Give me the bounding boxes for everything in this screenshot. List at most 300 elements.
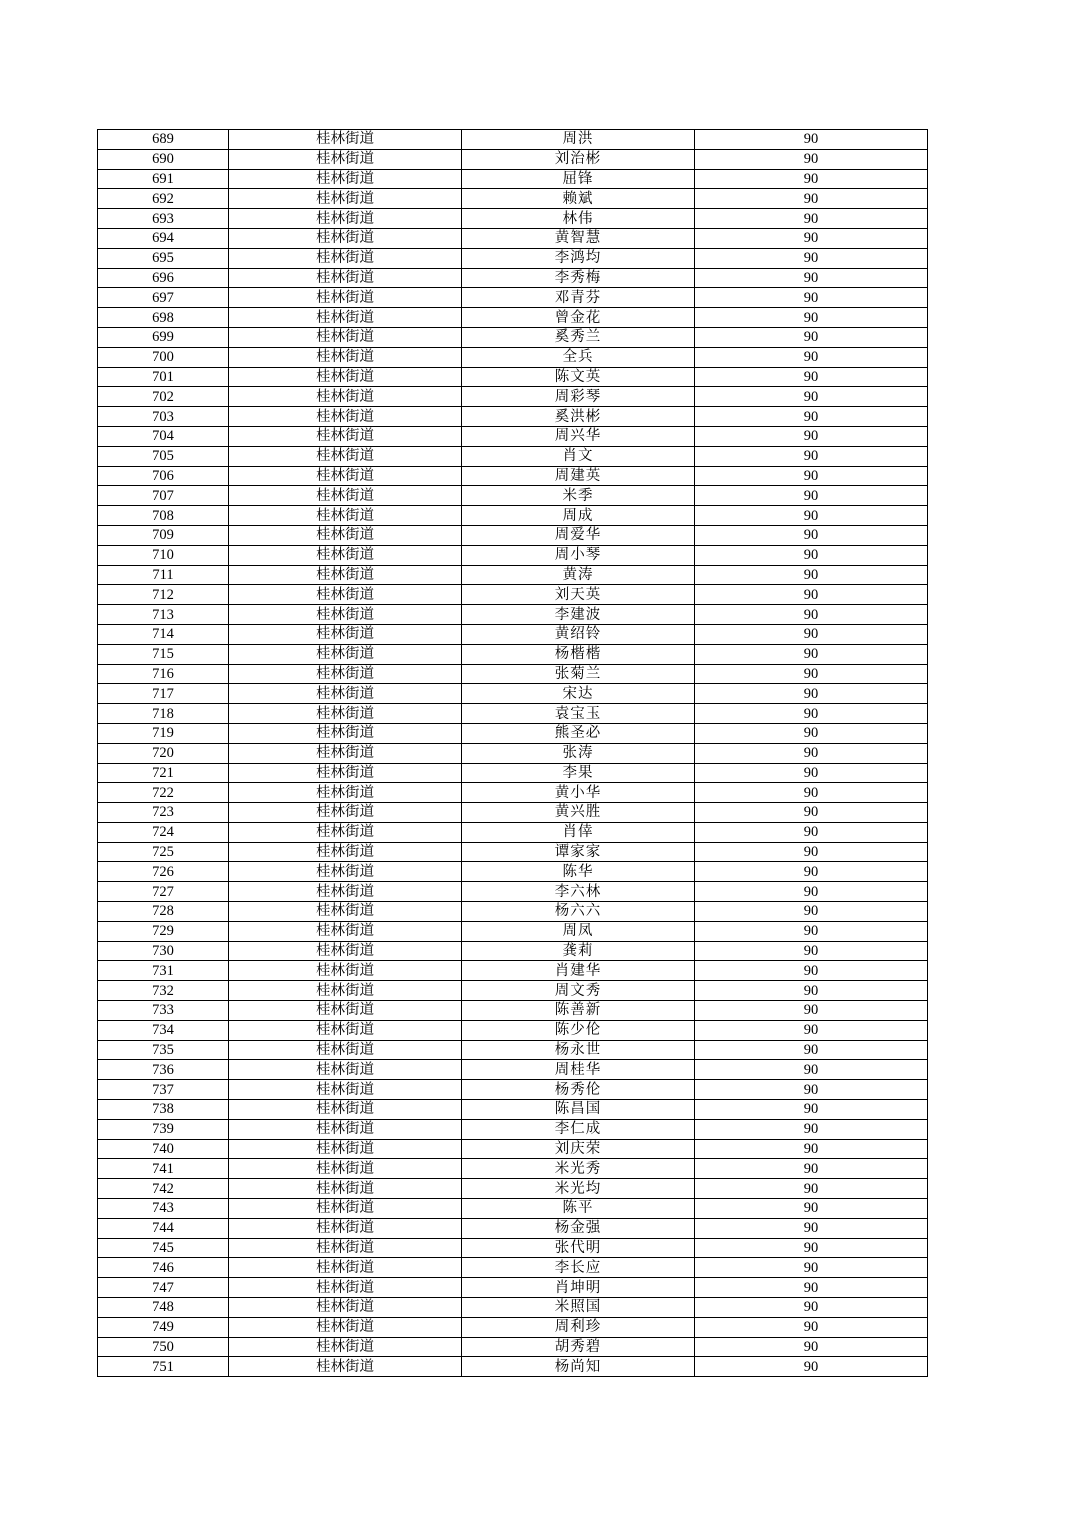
row-number-cell: 740 — [98, 1139, 229, 1159]
row-number-cell: 732 — [98, 981, 229, 1001]
name-cell: 谭家家 — [462, 842, 695, 862]
name-cell: 杨金强 — [462, 1218, 695, 1238]
score-cell: 90 — [695, 644, 928, 664]
street-cell: 桂林街道 — [229, 605, 462, 625]
name-cell: 米光秀 — [462, 1159, 695, 1179]
table-row — [98, 882, 928, 902]
score-cell: 90 — [695, 209, 928, 229]
row-number-cell: 694 — [98, 228, 229, 248]
score-cell: 90 — [695, 1298, 928, 1318]
table-row — [98, 189, 928, 209]
score-cell: 90 — [695, 486, 928, 506]
name-cell: 周成 — [462, 506, 695, 526]
score-cell: 90 — [695, 743, 928, 763]
table-row — [98, 486, 928, 506]
score-cell: 90 — [695, 1159, 928, 1179]
score-cell: 90 — [695, 862, 928, 882]
table-row — [98, 1278, 928, 1298]
row-number-cell: 742 — [98, 1179, 229, 1199]
row-number-cell: 695 — [98, 248, 229, 268]
street-cell: 桂林街道 — [229, 1218, 462, 1238]
name-cell: 李鸿均 — [462, 248, 695, 268]
street-cell: 桂林街道 — [229, 387, 462, 407]
row-number-cell: 747 — [98, 1278, 229, 1298]
table-row — [98, 941, 928, 961]
row-number-cell: 746 — [98, 1258, 229, 1278]
name-cell: 赖斌 — [462, 189, 695, 209]
street-cell: 桂林街道 — [229, 228, 462, 248]
street-cell: 桂林街道 — [229, 1119, 462, 1139]
row-number-cell: 724 — [98, 822, 229, 842]
table-row — [98, 1199, 928, 1219]
name-cell: 李仁成 — [462, 1119, 695, 1139]
row-number-cell: 700 — [98, 347, 229, 367]
street-cell: 桂林街道 — [229, 1317, 462, 1337]
name-cell: 奚洪彬 — [462, 407, 695, 427]
score-cell: 90 — [695, 981, 928, 1001]
row-number-cell: 723 — [98, 803, 229, 823]
row-number-cell: 738 — [98, 1100, 229, 1120]
table-row — [98, 842, 928, 862]
row-number-cell: 728 — [98, 902, 229, 922]
street-cell: 桂林街道 — [229, 1278, 462, 1298]
table-row — [98, 1357, 928, 1377]
table-row — [98, 763, 928, 783]
row-number-cell: 714 — [98, 624, 229, 644]
name-cell: 黄智慧 — [462, 228, 695, 248]
row-number-cell: 744 — [98, 1218, 229, 1238]
score-cell: 90 — [695, 288, 928, 308]
street-cell: 桂林街道 — [229, 486, 462, 506]
score-cell: 90 — [695, 407, 928, 427]
street-cell: 桂林街道 — [229, 1040, 462, 1060]
table-row — [98, 149, 928, 169]
score-cell: 90 — [695, 1357, 928, 1377]
street-cell: 桂林街道 — [229, 268, 462, 288]
street-cell: 桂林街道 — [229, 149, 462, 169]
roster-table-body — [98, 130, 928, 1377]
score-cell: 90 — [695, 723, 928, 743]
table-row — [98, 664, 928, 684]
table-row — [98, 545, 928, 565]
street-cell: 桂林街道 — [229, 308, 462, 328]
row-number-cell: 707 — [98, 486, 229, 506]
name-cell: 黄绍铃 — [462, 624, 695, 644]
table-row — [98, 1100, 928, 1120]
name-cell: 黄兴胜 — [462, 803, 695, 823]
name-cell: 周建英 — [462, 466, 695, 486]
name-cell: 李建波 — [462, 605, 695, 625]
table-row — [98, 862, 928, 882]
score-cell: 90 — [695, 545, 928, 565]
street-cell: 桂林街道 — [229, 506, 462, 526]
table-row — [98, 407, 928, 427]
name-cell: 杨秀伦 — [462, 1080, 695, 1100]
street-cell: 桂林街道 — [229, 426, 462, 446]
score-cell: 90 — [695, 1278, 928, 1298]
row-number-cell: 713 — [98, 605, 229, 625]
row-number-cell: 710 — [98, 545, 229, 565]
street-cell: 桂林街道 — [229, 169, 462, 189]
street-cell: 桂林街道 — [229, 644, 462, 664]
name-cell: 陈文英 — [462, 367, 695, 387]
name-cell: 全兵 — [462, 347, 695, 367]
row-number-cell: 733 — [98, 1001, 229, 1021]
table-row — [98, 347, 928, 367]
score-cell: 90 — [695, 1040, 928, 1060]
street-cell: 桂林街道 — [229, 1001, 462, 1021]
table-row — [98, 961, 928, 981]
score-cell: 90 — [695, 1001, 928, 1021]
score-cell: 90 — [695, 387, 928, 407]
name-cell: 米季 — [462, 486, 695, 506]
name-cell: 张菊兰 — [462, 664, 695, 684]
score-cell: 90 — [695, 941, 928, 961]
table-row — [98, 921, 928, 941]
table-row — [98, 822, 928, 842]
name-cell: 周彩琴 — [462, 387, 695, 407]
score-cell: 90 — [695, 426, 928, 446]
name-cell: 刘庆荣 — [462, 1139, 695, 1159]
name-cell: 张代明 — [462, 1238, 695, 1258]
score-cell: 90 — [695, 585, 928, 605]
row-number-cell: 750 — [98, 1337, 229, 1357]
table-row — [98, 327, 928, 347]
street-cell: 桂林街道 — [229, 1238, 462, 1258]
score-cell: 90 — [695, 664, 928, 684]
score-cell: 90 — [695, 902, 928, 922]
score-cell: 90 — [695, 169, 928, 189]
row-number-cell: 741 — [98, 1159, 229, 1179]
table-row — [98, 1317, 928, 1337]
score-cell: 90 — [695, 704, 928, 724]
row-number-cell: 731 — [98, 961, 229, 981]
row-number-cell: 736 — [98, 1060, 229, 1080]
row-number-cell: 743 — [98, 1199, 229, 1219]
street-cell: 桂林街道 — [229, 624, 462, 644]
name-cell: 刘天英 — [462, 585, 695, 605]
name-cell: 张涛 — [462, 743, 695, 763]
score-cell: 90 — [695, 1020, 928, 1040]
street-cell: 桂林街道 — [229, 1100, 462, 1120]
table-row — [98, 565, 928, 585]
table-row — [98, 605, 928, 625]
table-row — [98, 426, 928, 446]
street-cell: 桂林街道 — [229, 367, 462, 387]
table-row — [98, 367, 928, 387]
row-number-cell: 702 — [98, 387, 229, 407]
street-cell: 桂林街道 — [229, 803, 462, 823]
street-cell: 桂林街道 — [229, 565, 462, 585]
row-number-cell: 721 — [98, 763, 229, 783]
row-number-cell: 717 — [98, 684, 229, 704]
name-cell: 邓青芬 — [462, 288, 695, 308]
row-number-cell: 697 — [98, 288, 229, 308]
name-cell: 肖建华 — [462, 961, 695, 981]
name-cell: 奚秀兰 — [462, 327, 695, 347]
table-row — [98, 308, 928, 328]
name-cell: 熊圣必 — [462, 723, 695, 743]
score-cell: 90 — [695, 1218, 928, 1238]
score-cell: 90 — [695, 248, 928, 268]
name-cell: 肖文 — [462, 446, 695, 466]
row-number-cell: 748 — [98, 1298, 229, 1318]
name-cell: 肖倖 — [462, 822, 695, 842]
name-cell: 周小琴 — [462, 545, 695, 565]
name-cell: 周桂华 — [462, 1060, 695, 1080]
street-cell: 桂林街道 — [229, 1139, 462, 1159]
row-number-cell: 726 — [98, 862, 229, 882]
score-cell: 90 — [695, 1139, 928, 1159]
row-number-cell: 699 — [98, 327, 229, 347]
name-cell: 陈少伦 — [462, 1020, 695, 1040]
roster-table — [97, 129, 928, 1377]
name-cell: 杨永世 — [462, 1040, 695, 1060]
street-cell: 桂林街道 — [229, 704, 462, 724]
table-row — [98, 981, 928, 1001]
name-cell: 陈平 — [462, 1199, 695, 1219]
score-cell: 90 — [695, 347, 928, 367]
row-number-cell: 706 — [98, 466, 229, 486]
street-cell: 桂林街道 — [229, 189, 462, 209]
row-number-cell: 715 — [98, 644, 229, 664]
score-cell: 90 — [695, 1100, 928, 1120]
table-row — [98, 743, 928, 763]
score-cell: 90 — [695, 149, 928, 169]
score-cell: 90 — [695, 1080, 928, 1100]
row-number-cell: 727 — [98, 882, 229, 902]
score-cell: 90 — [695, 1199, 928, 1219]
name-cell: 肖坤明 — [462, 1278, 695, 1298]
table-row — [98, 624, 928, 644]
name-cell: 周兴华 — [462, 426, 695, 446]
score-cell: 90 — [695, 763, 928, 783]
street-cell: 桂林街道 — [229, 525, 462, 545]
score-cell: 90 — [695, 446, 928, 466]
table-row — [98, 1040, 928, 1060]
score-cell: 90 — [695, 1317, 928, 1337]
table-row — [98, 1337, 928, 1357]
street-cell: 桂林街道 — [229, 961, 462, 981]
street-cell: 桂林街道 — [229, 1179, 462, 1199]
score-cell: 90 — [695, 605, 928, 625]
table-row — [98, 248, 928, 268]
score-cell: 90 — [695, 466, 928, 486]
name-cell: 黄小华 — [462, 783, 695, 803]
row-number-cell: 711 — [98, 565, 229, 585]
score-cell: 90 — [695, 268, 928, 288]
street-cell: 桂林街道 — [229, 763, 462, 783]
score-cell: 90 — [695, 783, 928, 803]
street-cell: 桂林街道 — [229, 327, 462, 347]
name-cell: 陈华 — [462, 862, 695, 882]
score-cell: 90 — [695, 1337, 928, 1357]
name-cell: 刘治彬 — [462, 149, 695, 169]
street-cell: 桂林街道 — [229, 921, 462, 941]
row-number-cell: 696 — [98, 268, 229, 288]
score-cell: 90 — [695, 1238, 928, 1258]
row-number-cell: 751 — [98, 1357, 229, 1377]
name-cell: 屈锋 — [462, 169, 695, 189]
row-number-cell: 692 — [98, 189, 229, 209]
name-cell: 周洪 — [462, 130, 695, 150]
score-cell: 90 — [695, 842, 928, 862]
score-cell: 90 — [695, 921, 928, 941]
table-row — [98, 723, 928, 743]
street-cell: 桂林街道 — [229, 1020, 462, 1040]
street-cell: 桂林街道 — [229, 466, 462, 486]
name-cell: 杨尚知 — [462, 1357, 695, 1377]
street-cell: 桂林街道 — [229, 1199, 462, 1219]
street-cell: 桂林街道 — [229, 248, 462, 268]
score-cell: 90 — [695, 1258, 928, 1278]
table-row — [98, 387, 928, 407]
score-cell: 90 — [695, 882, 928, 902]
score-cell: 90 — [695, 565, 928, 585]
table-row — [98, 1001, 928, 1021]
row-number-cell: 693 — [98, 209, 229, 229]
row-number-cell: 705 — [98, 446, 229, 466]
table-row — [98, 1159, 928, 1179]
score-cell: 90 — [695, 803, 928, 823]
table-row — [98, 506, 928, 526]
name-cell: 林伟 — [462, 209, 695, 229]
street-cell: 桂林街道 — [229, 842, 462, 862]
row-number-cell: 737 — [98, 1080, 229, 1100]
row-number-cell: 703 — [98, 407, 229, 427]
table-row — [98, 1119, 928, 1139]
row-number-cell: 734 — [98, 1020, 229, 1040]
name-cell: 陈昌国 — [462, 1100, 695, 1120]
row-number-cell: 720 — [98, 743, 229, 763]
street-cell: 桂林街道 — [229, 941, 462, 961]
row-number-cell: 712 — [98, 585, 229, 605]
name-cell: 龚莉 — [462, 941, 695, 961]
name-cell: 宋达 — [462, 684, 695, 704]
row-number-cell: 725 — [98, 842, 229, 862]
score-cell: 90 — [695, 130, 928, 150]
name-cell: 米照国 — [462, 1298, 695, 1318]
score-cell: 90 — [695, 367, 928, 387]
table-row — [98, 1298, 928, 1318]
table-row — [98, 268, 928, 288]
table-row — [98, 1218, 928, 1238]
table-row — [98, 466, 928, 486]
name-cell: 袁宝玉 — [462, 704, 695, 724]
street-cell: 桂林街道 — [229, 130, 462, 150]
table-row — [98, 803, 928, 823]
score-cell: 90 — [695, 228, 928, 248]
street-cell: 桂林街道 — [229, 347, 462, 367]
table-row — [98, 130, 928, 150]
street-cell: 桂林街道 — [229, 407, 462, 427]
name-cell: 黄涛 — [462, 565, 695, 585]
street-cell: 桂林街道 — [229, 1357, 462, 1377]
name-cell: 周文秀 — [462, 981, 695, 1001]
table-row — [98, 783, 928, 803]
score-cell: 90 — [695, 822, 928, 842]
score-cell: 90 — [695, 624, 928, 644]
street-cell: 桂林街道 — [229, 862, 462, 882]
street-cell: 桂林街道 — [229, 446, 462, 466]
row-number-cell: 718 — [98, 704, 229, 724]
row-number-cell: 716 — [98, 664, 229, 684]
table-row — [98, 644, 928, 664]
name-cell: 周凤 — [462, 921, 695, 941]
row-number-cell: 729 — [98, 921, 229, 941]
score-cell: 90 — [695, 961, 928, 981]
street-cell: 桂林街道 — [229, 1159, 462, 1179]
score-cell: 90 — [695, 1119, 928, 1139]
row-number-cell: 739 — [98, 1119, 229, 1139]
street-cell: 桂林街道 — [229, 1337, 462, 1357]
table-row — [98, 446, 928, 466]
name-cell: 胡秀碧 — [462, 1337, 695, 1357]
row-number-cell: 749 — [98, 1317, 229, 1337]
row-number-cell: 730 — [98, 941, 229, 961]
row-number-cell: 691 — [98, 169, 229, 189]
street-cell: 桂林街道 — [229, 585, 462, 605]
street-cell: 桂林街道 — [229, 1080, 462, 1100]
score-cell: 90 — [695, 1179, 928, 1199]
table-row — [98, 1238, 928, 1258]
table-row — [98, 1179, 928, 1199]
table-row — [98, 585, 928, 605]
street-cell: 桂林街道 — [229, 981, 462, 1001]
table-row — [98, 169, 928, 189]
street-cell: 桂林街道 — [229, 664, 462, 684]
table-row — [98, 1139, 928, 1159]
street-cell: 桂林街道 — [229, 783, 462, 803]
row-number-cell: 698 — [98, 308, 229, 328]
street-cell: 桂林街道 — [229, 902, 462, 922]
score-cell: 90 — [695, 308, 928, 328]
name-cell: 周爱华 — [462, 525, 695, 545]
name-cell: 李秀梅 — [462, 268, 695, 288]
table-row — [98, 1080, 928, 1100]
table-row — [98, 525, 928, 545]
street-cell: 桂林街道 — [229, 743, 462, 763]
row-number-cell: 745 — [98, 1238, 229, 1258]
table-row — [98, 209, 928, 229]
name-cell: 李果 — [462, 763, 695, 783]
table-row — [98, 704, 928, 724]
table-row — [98, 902, 928, 922]
name-cell: 李六林 — [462, 882, 695, 902]
score-cell: 90 — [695, 506, 928, 526]
score-cell: 90 — [695, 189, 928, 209]
name-cell: 周利珍 — [462, 1317, 695, 1337]
name-cell: 米光均 — [462, 1179, 695, 1199]
name-cell: 陈善新 — [462, 1001, 695, 1021]
row-number-cell: 722 — [98, 783, 229, 803]
street-cell: 桂林街道 — [229, 1060, 462, 1080]
street-cell: 桂林街道 — [229, 684, 462, 704]
score-cell: 90 — [695, 684, 928, 704]
row-number-cell: 701 — [98, 367, 229, 387]
street-cell: 桂林街道 — [229, 209, 462, 229]
table-row — [98, 1060, 928, 1080]
table-row — [98, 1020, 928, 1040]
row-number-cell: 719 — [98, 723, 229, 743]
name-cell: 李长应 — [462, 1258, 695, 1278]
table-row — [98, 1258, 928, 1278]
table-row — [98, 684, 928, 704]
table-row — [98, 288, 928, 308]
street-cell: 桂林街道 — [229, 545, 462, 565]
name-cell: 杨楷楷 — [462, 644, 695, 664]
street-cell: 桂林街道 — [229, 882, 462, 902]
